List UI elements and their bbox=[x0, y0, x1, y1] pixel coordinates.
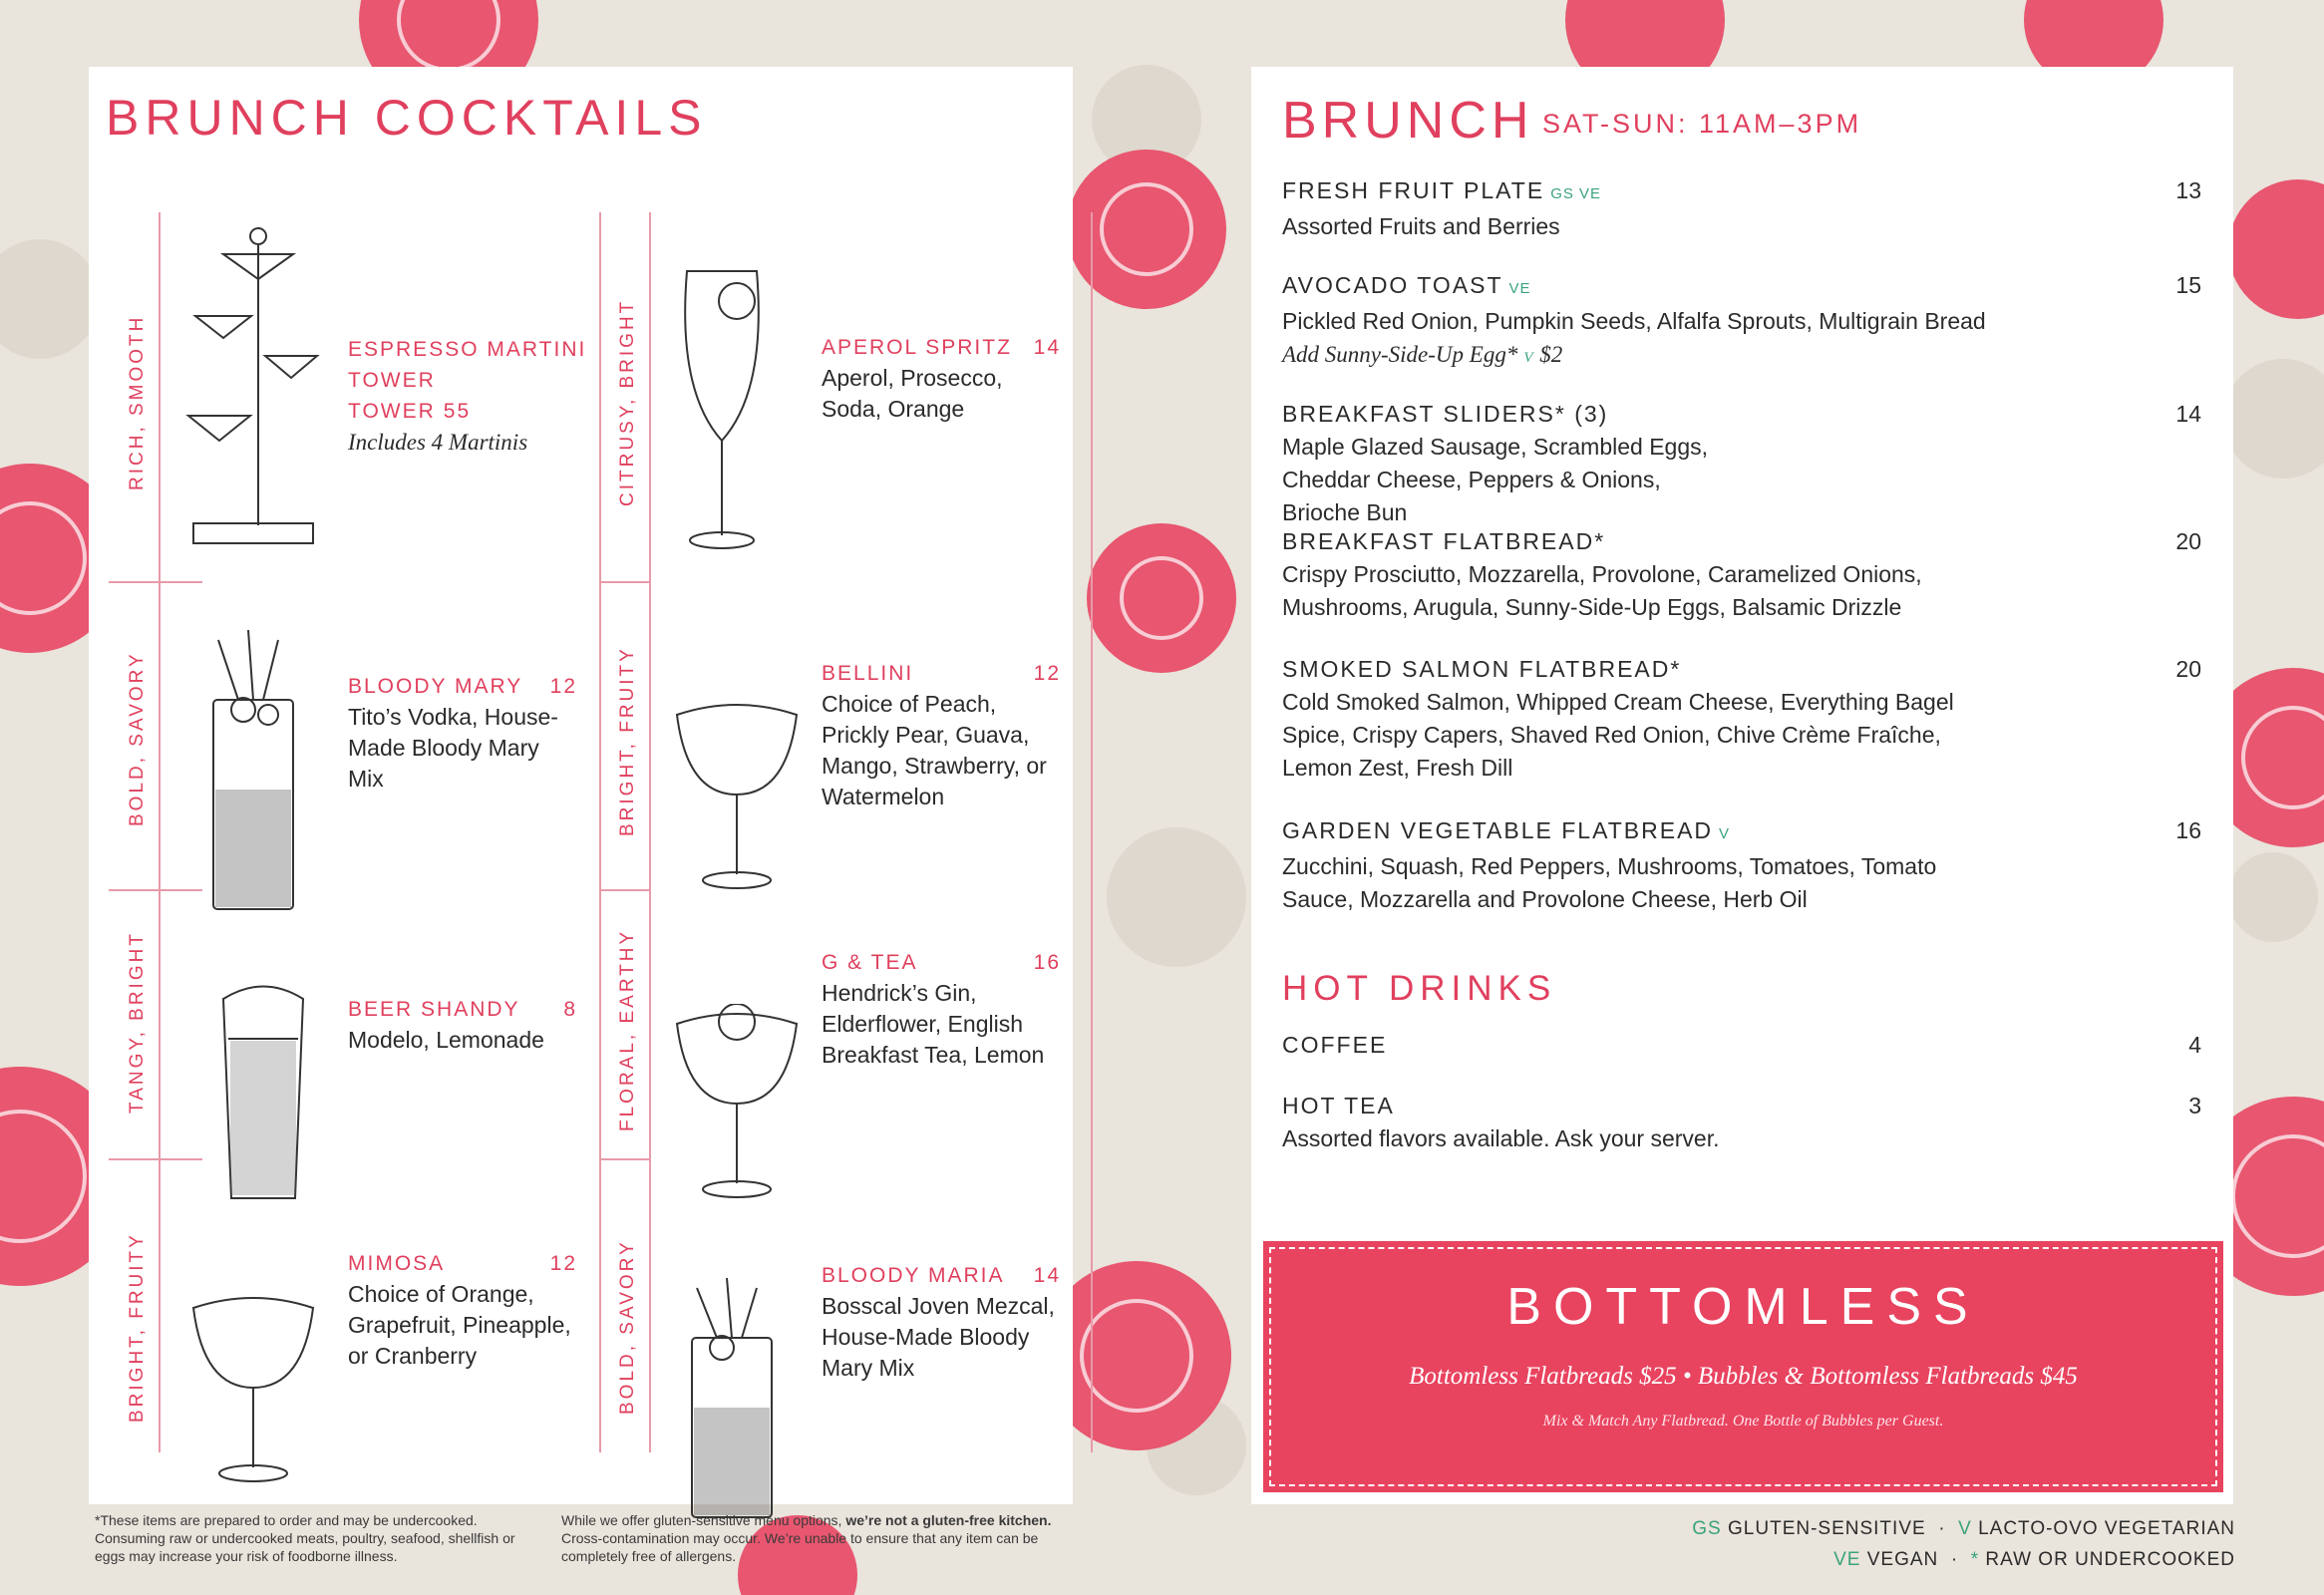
drink-beer-shandy bbox=[348, 994, 577, 1056]
divider-line bbox=[599, 889, 649, 891]
drink-name: G & TEA 16 bbox=[822, 951, 1061, 974]
flavor-label: FLORAL, EARTHY bbox=[617, 928, 638, 1131]
item-price: 16 bbox=[2175, 817, 2201, 843]
drink-name: APEROL SPRITZ 14 bbox=[822, 336, 1061, 359]
drink-bellini bbox=[822, 658, 1061, 812]
drink-name: BELLINI 12 bbox=[822, 662, 1061, 685]
flavor-label: BOLD, SAVORY bbox=[617, 1239, 638, 1415]
menu-item-avocado-toast bbox=[1282, 269, 2201, 375]
flavor-label: CITRUSY, BRIGHT bbox=[617, 298, 638, 506]
drink-aperol-spritz bbox=[822, 332, 1061, 425]
item-price: 20 bbox=[2175, 656, 2201, 682]
drink-price: TOWER 55 bbox=[348, 400, 472, 423]
drink-desc: Modelo, Lemonade bbox=[348, 1027, 544, 1053]
flavor-label: RICH, SMOOTH bbox=[127, 314, 148, 490]
divider-line bbox=[599, 212, 601, 1452]
drink-g-and-tea bbox=[822, 947, 1061, 1071]
drink-desc: Includes 4 Martinis bbox=[348, 430, 528, 455]
bottomless-offer: Bottomless Flatbreads $25 • Bubbles & Bottomless Flatbreads $45 bbox=[1409, 1363, 2078, 1390]
brunch-title: BRUNCH bbox=[1282, 92, 1534, 150]
drink-desc: Tito’s Vodka, House-Made Bloody Mary Mix bbox=[348, 704, 558, 792]
divider-line bbox=[109, 889, 202, 891]
item-name: BREAKFAST SLIDERS* (3) bbox=[1282, 401, 1609, 427]
drink-bloody-mary bbox=[348, 671, 577, 795]
hot-drinks-title: HOT DRINKS bbox=[1282, 969, 1557, 1008]
item-name: HOT TEA bbox=[1282, 1093, 1395, 1118]
menu-item-coffee bbox=[1282, 1029, 2201, 1062]
item-price: 3 bbox=[2188, 1093, 2201, 1118]
item-desc: Zucchini, Squash, Red Peppers, Mushrooms, Tomatoes, Tomato Sauce, Mozzarella and Provolone Cheese, Herb Oil bbox=[1282, 853, 1937, 912]
item-desc: Assorted Fruits and Berries bbox=[1282, 213, 1560, 239]
drink-desc: Choice of Peach, Prickly Pear, Guava, Mango, Strawberry, or Watermelon bbox=[822, 691, 1047, 809]
item-desc: Assorted flavors available. Ask your server. bbox=[1282, 1125, 1720, 1151]
bottomless-title: BOTTOMLESS bbox=[1506, 1278, 1980, 1336]
divider-line bbox=[159, 212, 161, 1452]
item-addon: Add Sunny-Side-Up Egg* V $2 bbox=[1282, 342, 1563, 367]
flavor-label: BOLD, SAVORY bbox=[127, 651, 148, 826]
flavor-label: BRIGHT, FRUITY bbox=[617, 646, 638, 836]
item-name: BREAKFAST FLATBREAD* bbox=[1282, 528, 1606, 554]
divider-line bbox=[109, 581, 202, 583]
item-desc: Cold Smoked Salmon, Whipped Cream Cheese, Everything Bagel Spice, Crispy Capers, Shaved Red Onion, Chive Crème Fraîche, Lemon Zest, Fresh Dill bbox=[1282, 689, 1954, 781]
item-desc: Maple Glazed Sausage, Scrambled Eggs, Cheddar Cheese, Peppers & Onions, Brioche Bun bbox=[1282, 434, 1709, 525]
item-name: GARDEN VEGETABLE FLATBREAD bbox=[1282, 817, 1714, 843]
bottomless-banner bbox=[1263, 1241, 2223, 1492]
divider-line bbox=[599, 581, 649, 583]
divider-line bbox=[599, 1158, 649, 1160]
drink-mimosa bbox=[348, 1248, 577, 1372]
divider-line bbox=[1091, 212, 1093, 1452]
beer-glass-icon bbox=[218, 979, 308, 1208]
item-desc: Crispy Prosciutto, Mozzarella, Provolone, Caramelized Onions, Mushrooms, Arugula, Sunny-Side-Up Eggs, Balsamic Drizzle bbox=[1282, 561, 1922, 620]
coupe-lemon-glass-icon bbox=[672, 1004, 802, 1213]
item-price: 4 bbox=[2188, 1032, 2201, 1058]
drink-desc: Bosscal Joven Mezcal, House-Made Bloody Mary Mix bbox=[822, 1293, 1055, 1381]
cocktails-title: BRUNCH COCKTAILS bbox=[106, 90, 708, 146]
divider-line bbox=[109, 1158, 202, 1160]
drink-desc: Hendrick’s Gin, Elderflower, English Breakfast Tea, Lemon bbox=[822, 980, 1045, 1068]
legend-row: VE VEGAN · * RAW OR UNDERCOOKED bbox=[1833, 1549, 2235, 1570]
item-name: AVOCADO TOAST bbox=[1282, 272, 1503, 298]
drink-desc: Aperol, Prosecco, Soda, Orange bbox=[822, 365, 1003, 422]
menu-item-hot-tea bbox=[1282, 1090, 2201, 1155]
coupe-glass-icon bbox=[188, 1293, 318, 1492]
flavor-label: TANGY, BRIGHT bbox=[127, 931, 148, 1114]
menu-item-smoked-salmon-flatbread bbox=[1282, 653, 2201, 785]
martini-tower-icon bbox=[183, 226, 323, 555]
drink-name: BLOODY MARIA 14 bbox=[822, 1264, 1061, 1287]
drink-name: ESPRESSO MARTINI TOWER bbox=[348, 338, 587, 392]
brunch-hours: SAT-SUN: 11AM–3PM bbox=[1542, 109, 1862, 139]
diet-tag: GS VE bbox=[1550, 185, 1602, 202]
drink-name: BLOODY MARY 12 bbox=[348, 675, 577, 698]
raw-footnote: *These items are prepared to order and may be undercooked. Consuming raw or undercooked meats, poultry, seafood, shellfish or eggs may increase your risk of foodborne illness. bbox=[95, 1512, 515, 1564]
diet-tag: V bbox=[1719, 825, 1731, 842]
flavor-label: BRIGHT, FRUITY bbox=[127, 1232, 148, 1423]
menu-item-breakfast-flatbread bbox=[1282, 525, 2201, 624]
diet-tag: VE bbox=[1508, 280, 1531, 297]
item-price: 20 bbox=[2175, 528, 2201, 554]
bloody-mary-glass-icon bbox=[677, 1268, 787, 1527]
menu-item-breakfast-sliders bbox=[1282, 398, 2201, 529]
spritz-glass-icon bbox=[677, 266, 767, 555]
drink-bloody-maria bbox=[822, 1260, 1061, 1384]
drink-espresso-martini bbox=[348, 334, 587, 458]
menu-item-garden-vegetable-flatbread bbox=[1282, 814, 2201, 916]
diet-legend bbox=[1692, 1513, 2235, 1575]
bloody-mary-glass-icon bbox=[198, 620, 308, 919]
item-price: 14 bbox=[2175, 401, 2201, 427]
item-price: 13 bbox=[2175, 177, 2201, 203]
divider-line bbox=[649, 212, 651, 1452]
cocktails-panel bbox=[89, 67, 1073, 1504]
item-name: COFFEE bbox=[1282, 1032, 1388, 1058]
drink-name: MIMOSA 12 bbox=[348, 1252, 577, 1275]
bottomless-note: Mix & Match Any Flatbread. One Bottle of Bubbles per Guest. bbox=[1542, 1413, 1944, 1430]
legend-row: GS GLUTEN-SENSITIVE · V LACTO-OVO VEGETARIAN bbox=[1692, 1518, 2235, 1539]
coupe-glass-icon bbox=[672, 685, 802, 894]
drink-name: BEER SHANDY 8 bbox=[348, 998, 577, 1021]
menu-item-fresh-fruit-plate bbox=[1282, 174, 2201, 243]
gluten-footnote: While we offer gluten-sensitive menu options, we’re not a gluten-free kitchen. Cross-contamination may occur. We’re unable to ensure that any item can be completely free of allergens. bbox=[561, 1512, 1052, 1564]
item-price: 15 bbox=[2175, 272, 2201, 298]
item-name: SMOKED SALMON FLATBREAD* bbox=[1282, 656, 1682, 682]
drink-desc: Choice of Orange, Grapefruit, Pineapple, or Cranberry bbox=[348, 1281, 571, 1369]
item-name: FRESH FRUIT PLATE bbox=[1282, 177, 1545, 203]
item-desc: Pickled Red Onion, Pumpkin Seeds, Alfalfa Sprouts, Multigrain Bread bbox=[1282, 308, 1986, 334]
